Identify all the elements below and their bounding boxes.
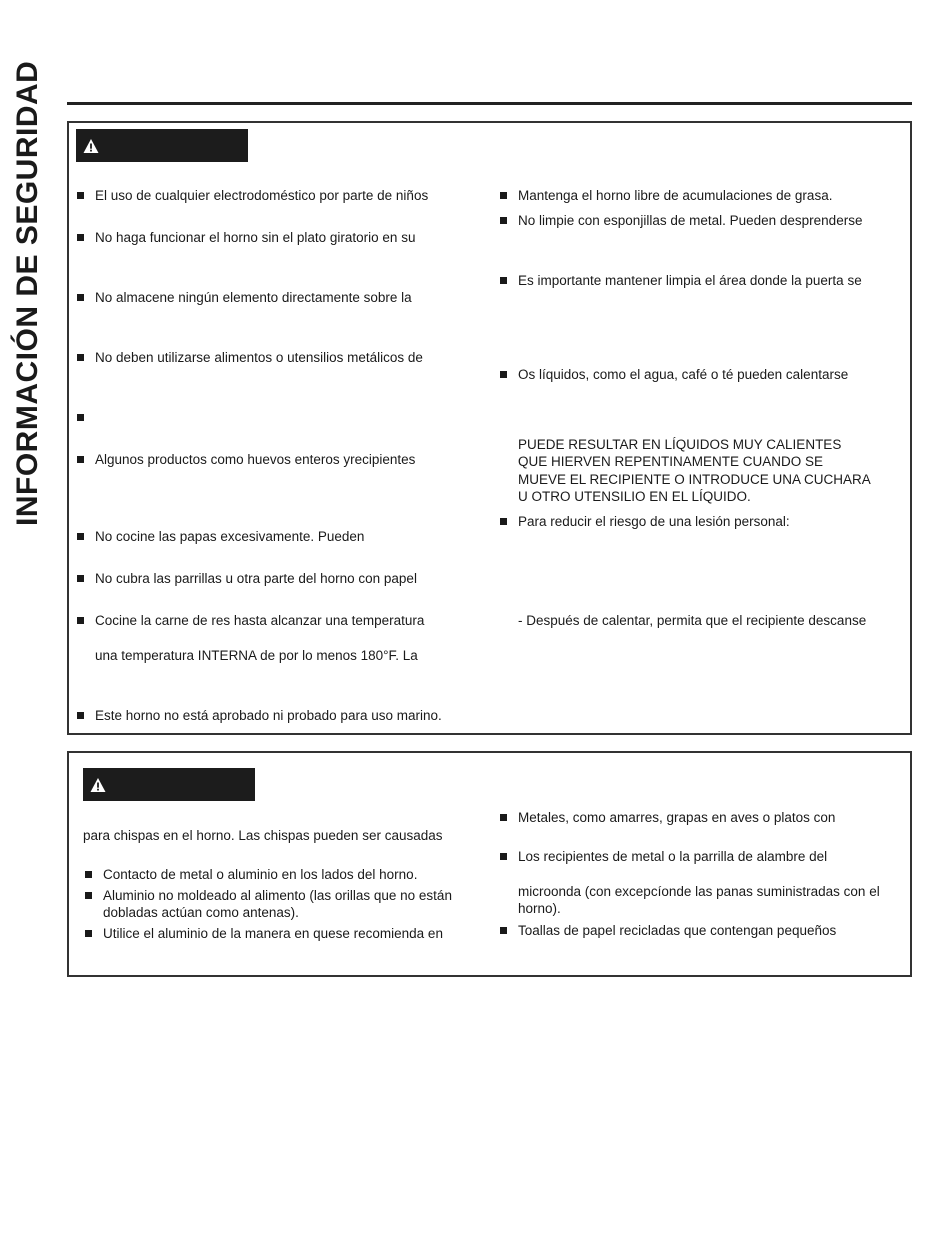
list-item: Contacto de metal o aluminio en los lados del horno.: [103, 867, 418, 882]
bullet-icon: [77, 456, 84, 463]
list-item: Para reducir el riesgo de una lesión personal:: [518, 514, 790, 529]
bullet-icon: [500, 518, 507, 525]
list-item: No almacene ningún elemento directamente sobre la: [95, 290, 412, 305]
list-item: No deben utilizarse alimentos o utensilios metálicos de: [95, 350, 423, 365]
bullet-icon: [500, 217, 507, 224]
bullet-icon: [77, 294, 84, 301]
list-item: Toallas de papel recicladas que contengan pequeños: [518, 923, 837, 938]
bullet-icon: [85, 871, 92, 878]
list-item: No limpie con esponjillas de metal. Pueden desprenderse: [518, 213, 863, 228]
list-item: Los recipientes de metal o la parrilla de alambre del: [518, 849, 828, 864]
list-item: Este horno no está aprobado ni probado para uso marino.: [95, 708, 442, 723]
warning-header-2: [83, 768, 255, 801]
caps-warning-line: QUE HIERVEN REPENTINAMENTE CUANDO SE: [518, 454, 824, 469]
intro-text: para chispas en el horno. Las chispas pueden ser causadas: [83, 828, 443, 843]
bullet-icon: [77, 617, 84, 624]
bullet-icon: [77, 712, 84, 719]
bullet-icon: [77, 575, 84, 582]
list-item: El uso de cualquier electrodoméstico por parte de niños: [95, 188, 429, 203]
list-item: Metales, como amarres, grapas en aves o platos con: [518, 810, 836, 825]
list-item: Aluminio no moldeado al alimento (las orillas que no están dobladas actúan como antenas).: [103, 888, 452, 920]
list-item: Es importante mantener limpia el área donde la puerta se: [518, 273, 862, 288]
list-item: No cubra las parrillas u otra parte del horno con papel: [95, 571, 417, 586]
side-section-title: [6, 38, 56, 528]
list-item: Mantenga el horno libre de acumulaciones de grasa.: [518, 188, 833, 203]
bullet-icon: [500, 277, 507, 284]
bullet-icon: [77, 414, 84, 421]
bullet-icon: [77, 354, 84, 361]
list-item: No cocine las papas excesivamente. Pueden: [95, 529, 365, 544]
bullet-icon: [500, 192, 507, 199]
list-item: No haga funcionar el horno sin el plato giratorio en su: [95, 230, 416, 245]
caps-warning-line: PUEDE RESULTAR EN LÍQUIDOS MUY CALIENTES: [518, 437, 842, 452]
bullet-icon: [77, 234, 84, 241]
caps-warning-line: MUEVE EL RECIPIENTE O INTRODUCE UNA CUCHARA: [518, 472, 871, 487]
bullet-icon: [85, 930, 92, 937]
dash-item: - Después de calentar, permita que el recipiente descanse: [518, 613, 867, 628]
list-item-continuation: microonda (con excepcíonde las panas suministradas con el horno).: [518, 884, 880, 916]
bullet-icon: [85, 892, 92, 899]
bullet-icon: [77, 533, 84, 540]
top-divider: [67, 102, 912, 105]
bullet-icon: [500, 927, 507, 934]
list-item: Cocine la carne de res hasta alcanzar una temperatura: [95, 613, 425, 628]
warning-triangle-icon: [90, 777, 106, 793]
caps-warning-line: U OTRO UTENSILIO EN EL LÍQUIDO.: [518, 489, 751, 504]
list-item: Utilice el aluminio de la manera en quese recomienda en: [103, 926, 443, 941]
warning-triangle-icon: [83, 138, 99, 154]
bullet-icon: [500, 853, 507, 860]
bullet-icon: [500, 371, 507, 378]
warning-header-1: [76, 129, 248, 162]
list-item-continuation: una temperatura INTERNA de por lo menos 180°F. La: [95, 648, 418, 663]
bullet-icon: [77, 192, 84, 199]
bullet-icon: [500, 814, 507, 821]
side-title-text: INFORMACIÓN DE SEGURIDAD: [11, 60, 44, 526]
list-item: Os líquidos, como el agua, café o té pueden calentarse: [518, 367, 849, 382]
list-item: Algunos productos como huevos enteros yrecipientes: [95, 452, 416, 467]
